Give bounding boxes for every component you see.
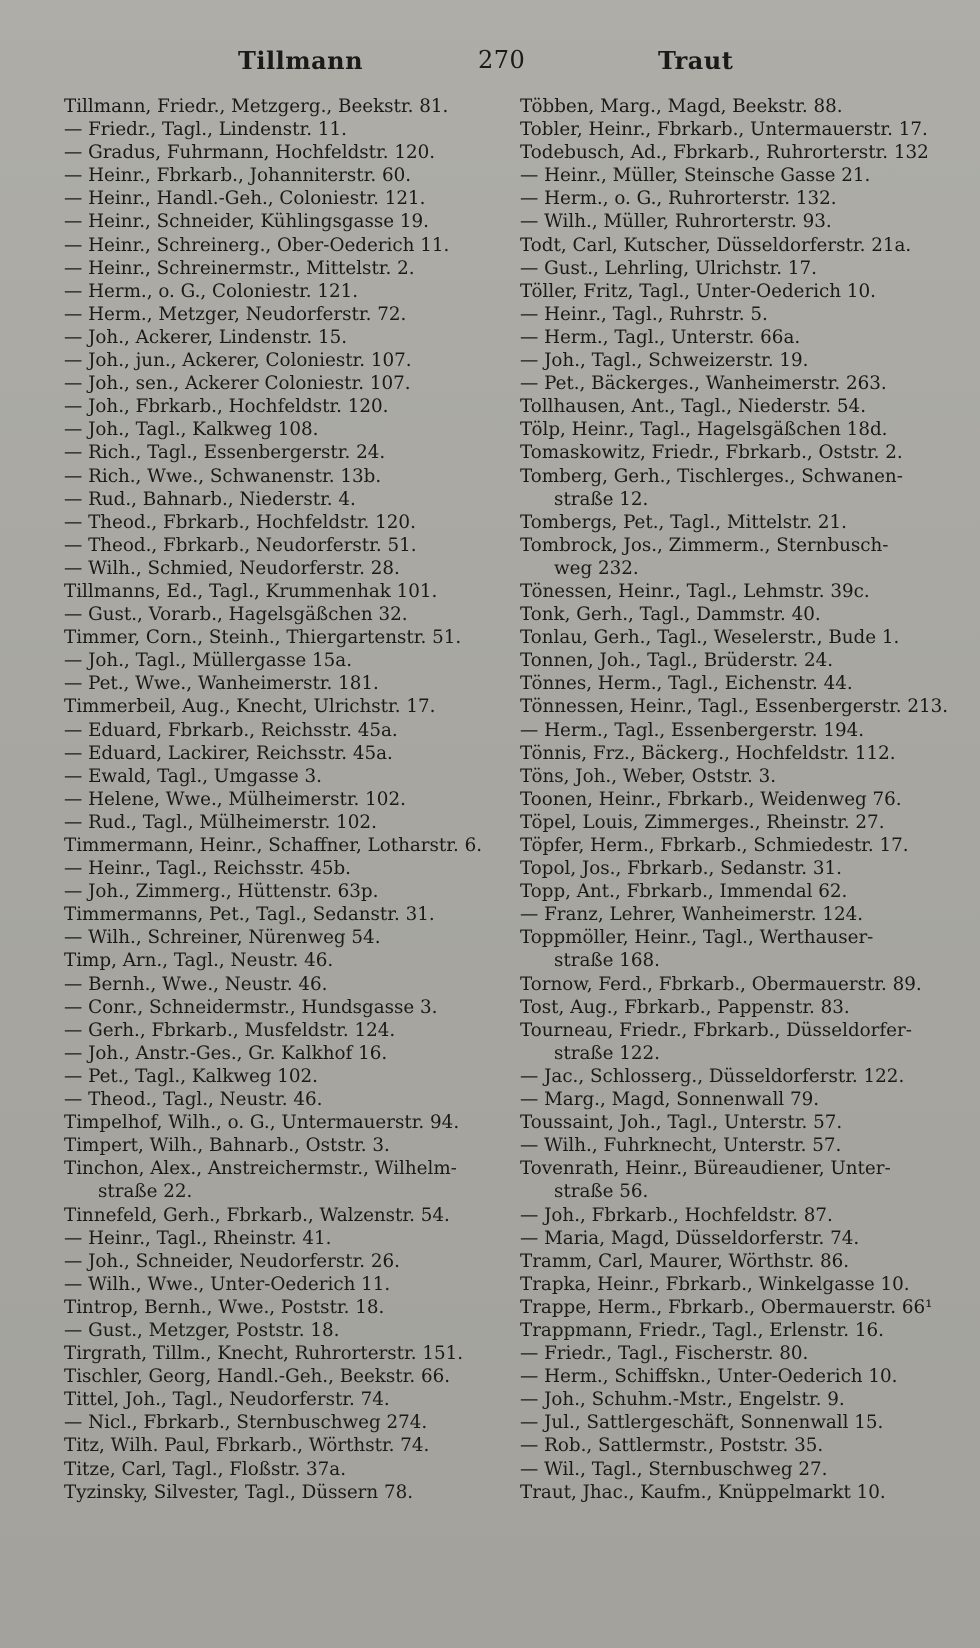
directory-entry: Timpert, Wilh., Bahnarb., Oststr. 3. [64, 1135, 390, 1157]
directory-entry: Töpel, Louis, Zimmerges., Rheinstr. 27. [520, 811, 885, 833]
directory-entry: — Pet., Tagl., Kalkweg 102. [64, 1065, 318, 1087]
directory-entry: Trappmann, Friedr., Tagl., Erlenstr. 16. [520, 1319, 884, 1341]
directory-entry: — Joh., sen., Ackerer Coloniestr. 107. [64, 373, 411, 395]
directory-entry: — Franz, Lehrer, Wanheimerstr. 124. [520, 904, 864, 926]
directory-entry: — Herm., Metzger, Neudorferstr. 72. [64, 303, 407, 325]
directory-entry: Tönnes, Herm., Tagl., Eichenstr. 44. [520, 673, 853, 695]
directory-entry: — Marg., Magd, Sonnenwall 79. [520, 1089, 820, 1111]
directory-entry: — Friedr., Tagl., Lindenstr. 11. [64, 119, 347, 141]
directory-entry: Tost, Aug., Fbrkarb., Pappenstr. 83. [520, 996, 850, 1018]
left-column [64, 95, 494, 1504]
directory-entry: — Theod., Tagl., Neustr. 46. [64, 1089, 323, 1111]
directory-entry: — Friedr., Tagl., Fischerstr. 80. [520, 1343, 809, 1365]
page-header [0, 46, 980, 82]
directory-entry: Todt, Carl, Kutscher, Düsseldorferstr. 21a. [520, 234, 912, 256]
directory-entry: — Bernh., Wwe., Neustr. 46. [64, 973, 328, 995]
directory-entry: — Wilh., Schmied, Neudorferstr. 28. [64, 557, 400, 579]
directory-entry: Tramm, Carl, Maurer, Wörthstr. 86. [520, 1250, 850, 1272]
directory-entry: Timmermanns, Pet., Tagl., Sedanstr. 31. [64, 904, 435, 926]
directory-entry: — Heinr., Handl.-Geh., Coloniestr. 121. [64, 188, 426, 210]
directory-entry: — Jac., Schlosserg., Düsseldorferstr. 122. [520, 1065, 905, 1087]
directory-entry: Töller, Fritz, Tagl., Unter-Oederich 10. [520, 280, 876, 302]
header-first-name: Tillmann [238, 46, 364, 75]
directory-entry: — Helene, Wwe., Mülheimerstr. 102. [64, 788, 406, 810]
page-number: 270 [478, 46, 526, 74]
directory-entry: Tombrock, Jos., Zimmerm., Sternbusch- [520, 534, 889, 556]
directory-entry: straße 12. [554, 488, 649, 510]
directory-entry: Tölp, Heinr., Tagl., Hagelsgäßchen 18d. [520, 419, 888, 441]
directory-entry: Töpfer, Herm., Fbrkarb., Schmiedestr. 17. [520, 835, 909, 856]
directory-entry: straße 122. [554, 1042, 660, 1064]
directory-entry: Timpelhof, Wilh., o. G., Untermauerstr. 94. [64, 1112, 460, 1134]
directory-entry: Tonnen, Joh., Tagl., Brüderstr. 24. [520, 650, 834, 672]
directory-entry: Timmerbeil, Aug., Knecht, Ulrichstr. 17. [64, 696, 436, 718]
directory-entry: — Joh., Tagl., Schweizerstr. 19. [520, 350, 809, 372]
directory-entry: Tombergs, Pet., Tagl., Mittelstr. 21. [520, 511, 847, 533]
directory-entry: — Wilh., Fuhrknecht, Unterstr. 57. [520, 1135, 842, 1157]
directory-entry: — Gerh., Fbrkarb., Musfeldstr. 124. [64, 1019, 396, 1041]
directory-entry: — Jul., Sattlergeschäft, Sonnenwall 15. [520, 1412, 884, 1434]
directory-entry: Többen, Marg., Magd, Beekstr. 88. [520, 96, 843, 117]
directory-entry: — Eduard, Fbrkarb., Reichsstr. 45a. [64, 719, 398, 741]
directory-entry: — Heinr., Fbrkarb., Johanniterstr. 60. [64, 165, 412, 187]
directory-entry: Töns, Joh., Weber, Oststr. 3. [520, 765, 777, 787]
directory-entry: Traut, Jhac., Kaufm., Knüppelmarkt 10. [520, 1481, 886, 1503]
directory-entry: — Maria, Magd, Düsseldorferstr. 74. [520, 1227, 860, 1249]
directory-entry: — Heinr., Tagl., Rheinstr. 41. [64, 1227, 332, 1249]
directory-entry: — Ewald, Tagl., Umgasse 3. [64, 765, 322, 787]
directory-entry: — Heinr., Schneider, Kühlingsgasse 19. [64, 211, 429, 233]
directory-entry: — Pet., Wwe., Wanheimerstr. 181. [64, 673, 379, 695]
directory-entry: — Herm., o. G., Ruhrorterstr. 132. [520, 188, 837, 210]
directory-entry: — Joh., Anstr.-Ges., Gr. Kalkhof 16. [64, 1042, 388, 1064]
directory-entry: Todebusch, Ad., Fbrkarb., Ruhrorterstr. 132 [520, 142, 929, 164]
directory-entry: — Joh., Ackerer, Lindenstr. 15. [64, 326, 348, 348]
directory-entry: Titz, Wilh. Paul, Fbrkarb., Wörthstr. 74. [64, 1435, 430, 1457]
directory-entry: Tobler, Heinr., Fbrkarb., Untermauerstr. 17. [520, 119, 928, 141]
directory-entry: Timmermann, Heinr., Schaffner, Lotharstr. 6. [64, 835, 483, 856]
directory-entry: — Herm., Schiffskn., Unter-Oederich 10. [520, 1366, 898, 1388]
directory-entry: — Joh., Fbrkarb., Hochfeldstr. 87. [520, 1204, 833, 1226]
directory-entry: straße 22. [98, 1181, 193, 1203]
directory-entry: — Theod., Fbrkarb., Neudorferstr. 51. [64, 534, 417, 556]
directory-entry: Tinnefeld, Gerh., Fbrkarb., Walzenstr. 54. [64, 1204, 450, 1226]
directory-entry: — Wil., Tagl., Sternbuschweg 27. [520, 1458, 828, 1480]
directory-entry: — Heinr., Schreinermstr., Mittelstr. 2. [64, 257, 415, 279]
directory-entry: Tornow, Ferd., Fbrkarb., Obermauerstr. 89. [520, 973, 922, 995]
directory-entry: — Wilh., Wwe., Unter-Oederich 11. [64, 1273, 391, 1295]
directory-entry: — Herm., o. G., Coloniestr. 121. [64, 280, 359, 302]
directory-entry: — Gust., Lehrling, Ulrichstr. 17. [520, 257, 817, 279]
directory-entry: Timmer, Corn., Steinh., Thiergartenstr. 51. [64, 627, 462, 649]
directory-entry: Tirgrath, Tillm., Knecht, Ruhrorterstr. 151. [64, 1343, 464, 1365]
directory-entry: — Wilh., Müller, Ruhrorterstr. 93. [520, 211, 832, 233]
header-last-name: Traut [658, 46, 734, 75]
directory-entry: Tischler, Georg, Handl.-Geh., Beekstr. 66. [64, 1366, 451, 1388]
directory-entry: — Heinr., Müller, Steinsche Gasse 21. [520, 165, 871, 187]
directory-entry: — Pet., Bäckerges., Wanheimerstr. 263. [520, 373, 887, 395]
directory-entry: Tintrop, Bernh., Wwe., Poststr. 18. [64, 1296, 385, 1318]
directory-entry: — Joh., Tagl., Kalkweg 108. [64, 419, 319, 441]
directory-entry: Titze, Carl, Tagl., Floßstr. 37a. [64, 1458, 347, 1480]
directory-entry: — Gust., Vorarb., Hagelsgäßchen 32. [64, 604, 408, 626]
directory-entry: — Heinr., Tagl., Reichsstr. 45b. [64, 858, 351, 880]
directory-entry: — Gradus, Fuhrmann, Hochfeldstr. 120. [64, 142, 436, 164]
directory-entry: Timp, Arn., Tagl., Neustr. 46. [64, 950, 334, 972]
directory-entry: — Joh., Fbrkarb., Hochfeldstr. 120. [64, 396, 389, 418]
directory-entry: Tourneau, Friedr., Fbrkarb., Düsseldorfer- [520, 1019, 912, 1041]
directory-entry: straße 56. [554, 1181, 649, 1203]
directory-entry: — Joh., Schneider, Neudorferstr. 26. [64, 1250, 400, 1272]
directory-entry: — Nicl., Fbrkarb., Sternbuschweg 274. [64, 1412, 428, 1434]
directory-entry: weg 232. [554, 557, 639, 579]
directory-entry: — Rud., Tagl., Mülheimerstr. 102. [64, 811, 377, 833]
directory-entry: Topp, Ant., Fbrkarb., Immendal 62. [520, 881, 848, 903]
directory-entry: Tomaskowitz, Friedr., Fbrkarb., Oststr. 2. [520, 442, 903, 464]
directory-entry: Tittel, Joh., Tagl., Neudorferstr. 74. [64, 1389, 390, 1411]
directory-entry: — Herm., Tagl., Unterstr. 66a. [520, 326, 801, 348]
directory-entry: Tönnis, Frz., Bäckerg., Hochfeldstr. 112. [520, 742, 896, 764]
directory-entry: — Rob., Sattlermstr., Poststr. 35. [520, 1435, 824, 1457]
directory-entry: Toonen, Heinr., Fbrkarb., Weidenweg 76. [520, 788, 902, 810]
right-column [520, 95, 950, 1504]
directory-entry: — Joh., jun., Ackerer, Coloniestr. 107. [64, 350, 412, 372]
directory-entry: Toussaint, Joh., Tagl., Unterstr. 57. [520, 1112, 843, 1134]
directory-entry: — Heinr., Schreinerg., Ober-Oederich 11. [64, 234, 450, 256]
directory-entry: Tyzinsky, Silvester, Tagl., Düssern 78. [64, 1481, 414, 1503]
directory-entry: Tönnessen, Heinr., Tagl., Essenbergerstr. 213. [520, 696, 949, 718]
directory-entry: Tinchon, Alex., Anstreichermstr., Wilhelm- [64, 1158, 457, 1180]
directory-entry: Tönessen, Heinr., Tagl., Lehmstr. 39c. [520, 580, 870, 602]
directory-entry: — Eduard, Lackirer, Reichsstr. 45a. [64, 742, 393, 764]
directory-entry: Tovenrath, Heinr., Büreaudiener, Unter- [520, 1158, 891, 1180]
directory-entry: — Joh., Schuhm.-Mstr., Engelstr. 9. [520, 1389, 845, 1411]
directory-entry: — Rud., Bahnarb., Niederstr. 4. [64, 488, 356, 510]
directory-entry: — Rich., Tagl., Essenbergerstr. 24. [64, 442, 386, 464]
directory-entry: Tonlau, Gerh., Tagl., Weselerstr., Bude 1. [520, 627, 900, 649]
directory-entry: Tonk, Gerh., Tagl., Dammstr. 40. [520, 604, 821, 626]
directory-entry: Topol, Jos., Fbrkarb., Sedanstr. 31. [520, 858, 842, 880]
directory-entry: Tollhausen, Ant., Tagl., Niederstr. 54. [520, 396, 867, 418]
directory-entry: — Heinr., Tagl., Ruhrstr. 5. [520, 303, 768, 325]
directory-entry: — Conr., Schneidermstr., Hundsgasse 3. [64, 996, 438, 1018]
directory-entry: Tillmanns, Ed., Tagl., Krummenhak 101. [64, 580, 438, 602]
directory-entry: straße 168. [554, 950, 660, 972]
directory-entry: Trappe, Herm., Fbrkarb., Obermauerstr. 66¹ [520, 1296, 933, 1318]
directory-entry: Toppmöller, Heinr., Tagl., Werthauser- [520, 927, 874, 949]
directory-entry: — Theod., Fbrkarb., Hochfeldstr. 120. [64, 511, 416, 533]
directory-entry: — Wilh., Schreiner, Nürenweg 54. [64, 927, 381, 949]
directory-entry: Tillmann, Friedr., Metzgerg., Beekstr. 81. [64, 96, 449, 117]
directory-entry: — Herm., Tagl., Essenbergerstr. 194. [520, 719, 865, 741]
directory-entry: — Rich., Wwe., Schwanenstr. 13b. [64, 465, 382, 487]
directory-entry: — Joh., Zimmerg., Hüttenstr. 63p. [64, 881, 379, 903]
directory-entry: — Gust., Metzger, Poststr. 18. [64, 1319, 340, 1341]
directory-entry: — Joh., Tagl., Müllergasse 15a. [64, 650, 353, 672]
directory-entry: Trapka, Heinr., Fbrkarb., Winkelgasse 10. [520, 1273, 910, 1295]
directory-entry: Tomberg, Gerh., Tischlerges., Schwanen- [520, 465, 903, 487]
